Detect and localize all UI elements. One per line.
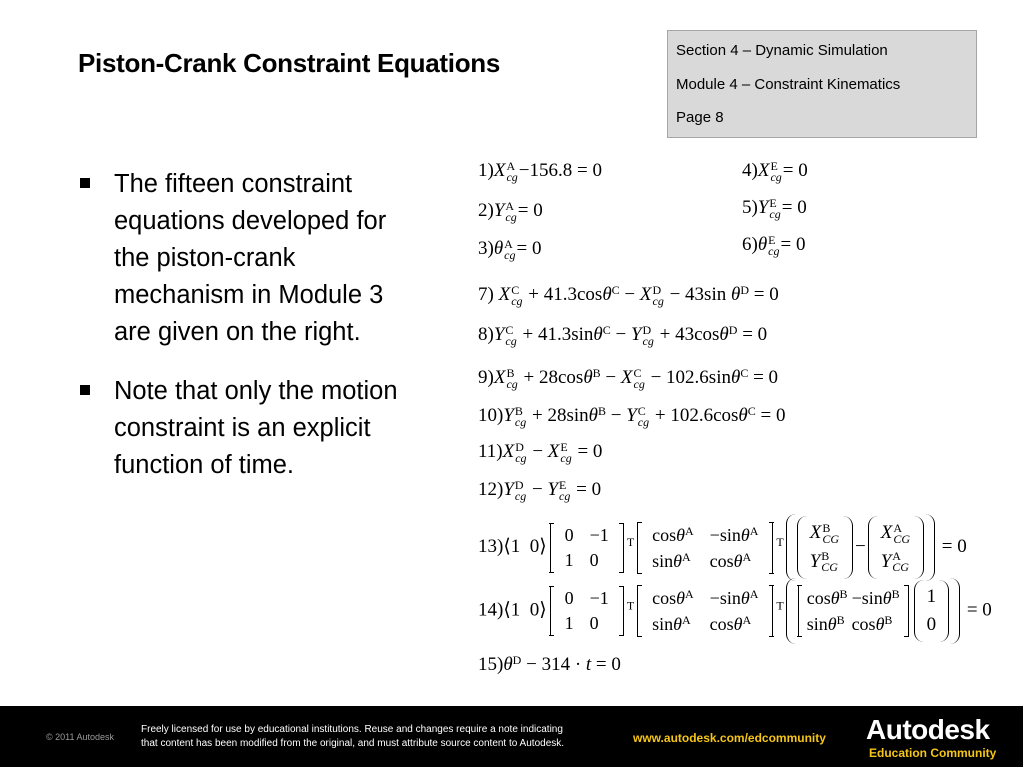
- bullet-text: The fifteen constraint equations developed for the piston-crank mechanism in Module 3 are given on the right.: [114, 170, 387, 346]
- autodesk-logo: Autodesk: [866, 714, 990, 745]
- education-community-label: Education Community: [869, 746, 997, 760]
- license-text: Freely licensed for use by educational institutions. Reuse and changes require a note indicating that content has been modified from the original, and must attribute source content to Autodesk.: [141, 724, 565, 749]
- equation-13: 13)⟨1 0⟩ 0 −1 1 0 $^T$ cosθ$^A$ −sinθ$^A$ sinθ$^A$ cosθ$^A$ $^T$ X B CG Y B CG − X A CG Y A CG = 0: [478, 514, 967, 581]
- equation-9: 9)X B cg + 28cosθ$^B$ − X C cg − 102.6sinθ$^C$ = 0: [478, 365, 779, 391]
- equation-11: 11)X D cg − X E cg = 0: [478, 439, 603, 465]
- equation-15: $15)\theta^D - 314 \cdot t = 0$: [478, 653, 621, 675]
- section-label: Section 4 – Dynamic Simulation: [676, 42, 888, 59]
- equation-3: 3)θ A cg = 0: [478, 236, 542, 262]
- copyright: © 2011 Autodesk: [46, 732, 115, 742]
- equation-12: 12)Y D cg − Y E cg = 0: [478, 477, 602, 503]
- equation-6: 6)θ E cg = 0: [742, 232, 806, 258]
- equation-1: 1)X A cg −156.8 = 0: [478, 158, 602, 184]
- page-title: Piston-Crank Constraint Equations: [78, 48, 501, 78]
- equation-14: 14)⟨1 0⟩ 0 −1 1 0 $^T$ cosθ$^A$ −sinθ$^A$ sinθ$^A$ cosθ$^A$ $^T$ cosθ$^B$ −sinθ$^B$ sinθ$^B$ cosθ$^B$ 1 0 = 0: [478, 578, 992, 644]
- equation-10: 10)Y B cg + 28sinθ$^B$ − Y C cg + 102.6cosθ$^C$ = 0: [478, 403, 786, 429]
- module-label: Module 4 – Constraint Kinematics: [676, 75, 901, 93]
- footer-bar: [0, 706, 1023, 767]
- bullet-text: Note that only the motion constraint is an explicit function of time.: [114, 377, 398, 479]
- equation-7: 7) X C cg + 41.3cosθ$^C$ − X D cg − 43sin $\theta^D = 0$: [478, 282, 779, 308]
- equation-2: 2)Y A cg = 0: [478, 198, 543, 224]
- page-number: Page 8: [676, 109, 724, 126]
- equation-5: 5)Y E cg = 0: [742, 195, 807, 221]
- equation-8: 8)Y C cg + 41.3sinθ$^C$ − Y D cg + 43cosθ$^D$ = 0: [478, 322, 768, 348]
- edcommunity-link[interactable]: www.autodesk.com/edcommunity: [633, 731, 826, 745]
- equation-4: 4)X E cg = 0: [742, 158, 808, 184]
